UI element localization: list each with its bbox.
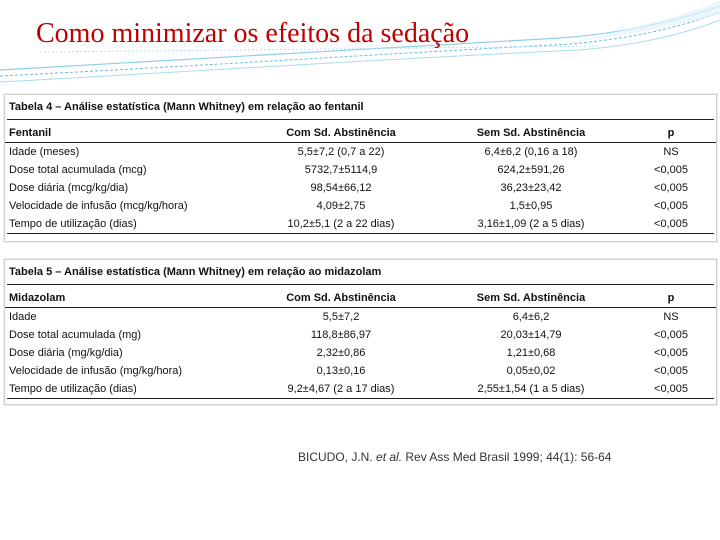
reference-citation	[298, 450, 611, 464]
reference-etal: et al.	[376, 450, 403, 464]
table-row	[5, 308, 716, 327]
reference-journal: Rev Ass Med Brasil 1999; 44(1): 56-64	[405, 450, 612, 464]
cell-p: <0,005	[654, 182, 688, 194]
table-row	[5, 161, 716, 179]
col-header-with-abstinence: Com Sd. Abstinência	[286, 292, 396, 304]
table-row	[5, 143, 716, 162]
table-header-row	[5, 289, 716, 308]
col-header-with-abstinence: Com Sd. Abstinência	[286, 127, 396, 139]
row-label: Idade	[9, 311, 37, 323]
cell-p: NS	[663, 146, 679, 158]
table-row	[5, 380, 716, 398]
col-header-p: p	[667, 127, 675, 139]
row-label: Idade (meses)	[9, 146, 80, 158]
reference-authors: BICUDO, J.N.	[298, 450, 373, 464]
cell-without: 6,4±6,2	[512, 311, 550, 323]
cell-with: 2,32±0,86	[316, 347, 366, 359]
col-header-drug: Midazolam	[9, 292, 66, 304]
slide-title: Como minimizar os efeitos da sedação	[36, 18, 470, 49]
col-header-drug: Fentanil	[9, 127, 52, 139]
table-midazolam	[4, 259, 717, 405]
cell-without: 624,2±591,26	[497, 164, 565, 176]
table-row	[5, 344, 716, 362]
row-label: Dose total acumulada (mg)	[9, 329, 142, 341]
cell-with: 5732,7±5114,9	[304, 164, 378, 176]
table-top-rule	[7, 119, 714, 120]
cell-without: 1,5±0,95	[509, 200, 553, 212]
table-top-rule	[7, 284, 714, 285]
table-row	[5, 326, 716, 344]
row-label: Tempo de utilização (dias)	[9, 218, 137, 230]
cell-without: 0,05±0,02	[506, 365, 556, 377]
table-row	[5, 362, 716, 380]
table-row	[5, 197, 716, 215]
cell-p: <0,005	[654, 164, 688, 176]
row-label: Dose diária (mg/kg/dia)	[9, 347, 123, 359]
cell-p: <0,005	[654, 218, 688, 230]
row-label: Tempo de utilização (dias)	[9, 383, 137, 395]
cell-with: 5,5±7,2	[322, 311, 360, 323]
table-caption: Tabela 5 – Análise estatística (Mann Whitney) em relação ao midazolam	[9, 266, 382, 278]
col-header-without-abstinence: Sem Sd. Abstinência	[476, 127, 586, 139]
table-row	[5, 179, 716, 197]
row-label: Velocidade de infusão (mcg/kg/hora)	[9, 200, 188, 212]
stats-table	[5, 124, 716, 233]
table-row	[5, 215, 716, 233]
cell-without: 2,55±1,54 (1 a 5 dias)	[477, 383, 585, 395]
cell-with: 10,2±5,1 (2 a 22 dias)	[287, 218, 395, 230]
table-bottom-rule	[7, 233, 714, 234]
stats-table	[5, 289, 716, 398]
cell-without: 3,16±1,09 (2 a 5 dias)	[477, 218, 585, 230]
row-label: Velocidade de infusão (mg/kg/hora)	[9, 365, 183, 377]
cell-p: <0,005	[654, 365, 688, 377]
cell-p: <0,005	[654, 383, 688, 395]
cell-with: 4,09±2,75	[316, 200, 366, 212]
table-bottom-rule	[7, 398, 714, 399]
table-header-row	[5, 124, 716, 143]
table-caption: Tabela 4 – Análise estatística (Mann Whitney) em relação ao fentanil	[9, 101, 364, 113]
cell-p: <0,005	[654, 347, 688, 359]
cell-with: 98,54±66,12	[310, 182, 372, 194]
cell-p: <0,005	[654, 200, 688, 212]
col-header-without-abstinence: Sem Sd. Abstinência	[476, 292, 586, 304]
cell-p: NS	[663, 311, 679, 323]
col-header-p: p	[667, 292, 675, 304]
cell-with: 9,2±4,67 (2 a 17 dias)	[287, 383, 395, 395]
row-label: Dose total acumulada (mcg)	[9, 164, 147, 176]
cell-without: 1,21±0,68	[506, 347, 556, 359]
row-label: Dose diária (mcg/kg/dia)	[9, 182, 129, 194]
cell-without: 20,03±14,79	[500, 329, 562, 341]
cell-without: 36,23±23,42	[500, 182, 562, 194]
cell-without: 6,4±6,2 (0,16 a 18)	[484, 146, 578, 158]
cell-with: 0,13±0,16	[316, 365, 366, 377]
cell-with: 5,5±7,2 (0,7 a 22)	[297, 146, 385, 158]
table-fentanil	[4, 94, 717, 242]
cell-p: <0,005	[654, 329, 688, 341]
cell-with: 118,8±86,97	[310, 329, 372, 341]
